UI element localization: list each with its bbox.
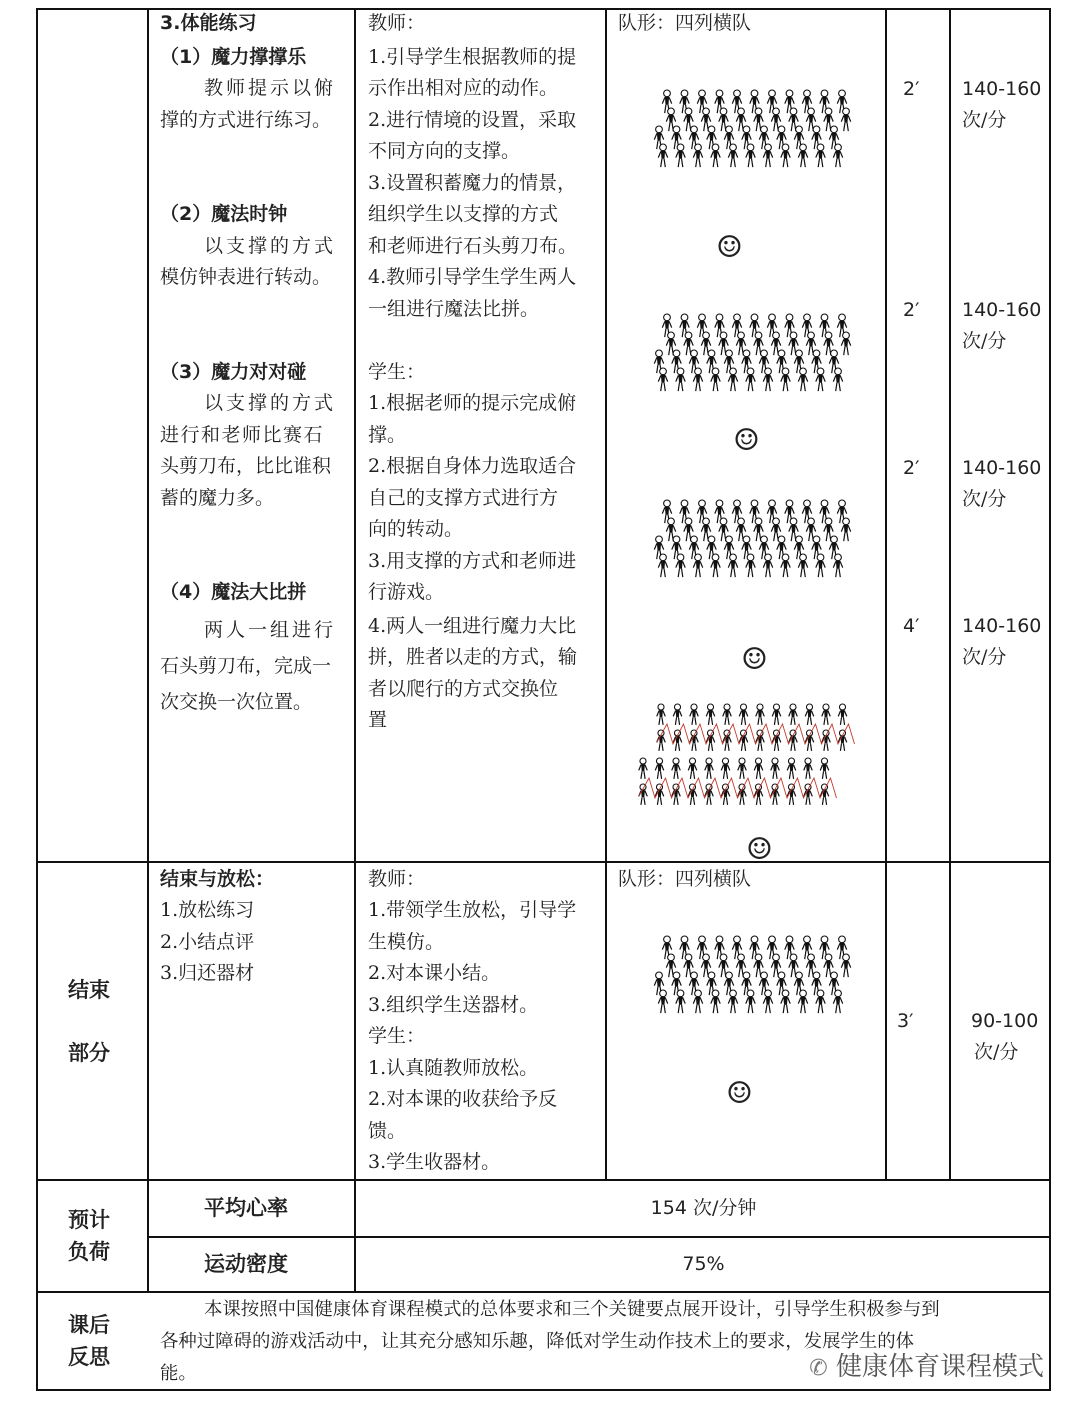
student-figure bbox=[728, 368, 737, 391]
heart-rate-unit: 次/分 bbox=[962, 488, 1007, 510]
org-line: 3.学生收器材。 bbox=[368, 1151, 501, 1173]
org-line: 1.引导学生根据教师的提 bbox=[368, 46, 577, 68]
heart-rate-unit: 次/分 bbox=[962, 646, 1007, 668]
org-line: 撑。 bbox=[368, 424, 407, 446]
org-line: 馈。 bbox=[368, 1120, 407, 1142]
row-divider bbox=[36, 1179, 1051, 1181]
student-figure bbox=[798, 368, 807, 391]
student-figure bbox=[822, 704, 831, 725]
student-figure bbox=[739, 704, 748, 725]
section-label: 预计 bbox=[68, 1208, 110, 1232]
student-figure bbox=[728, 144, 737, 167]
student-figure bbox=[711, 144, 720, 167]
org-line: 一组进行魔法比拼。 bbox=[368, 298, 540, 320]
formation-diagram bbox=[625, 88, 875, 196]
student-figure bbox=[763, 990, 772, 1013]
reflection-line: 各种过障碍的游戏活动中，让其充分感知乐趣，降低对学生动作技术上的要求，发展学生的体 bbox=[160, 1331, 915, 1352]
student-figure bbox=[639, 758, 648, 779]
heart-rate-range: 140-160 bbox=[962, 457, 1042, 479]
org-line: 4.两人一组进行魔力大比 bbox=[368, 615, 577, 637]
exercise-item-desc: 两人一组进行 bbox=[204, 619, 337, 641]
student-figure bbox=[781, 554, 790, 577]
student-figure bbox=[711, 990, 720, 1013]
student-figure bbox=[688, 758, 697, 779]
exercise-item-desc: 以支撑的方式 bbox=[204, 235, 337, 257]
exercise-item-desc: 蓄的魔力多。 bbox=[160, 487, 275, 509]
student-figure bbox=[763, 554, 772, 577]
student-figure bbox=[711, 368, 720, 391]
student-figure bbox=[658, 368, 667, 391]
teacher-smiley-icon: ☺ bbox=[726, 1076, 753, 1111]
col-divider bbox=[147, 8, 149, 1291]
student-figure bbox=[833, 990, 842, 1013]
student-figure bbox=[805, 704, 814, 725]
section-label: 结束 bbox=[68, 978, 110, 1002]
formation-diagram-pairs bbox=[625, 700, 865, 825]
student-figure bbox=[728, 990, 737, 1013]
org-line: 3.设置积蓄魔力的情景， bbox=[368, 172, 577, 194]
org-line: 1.根据老师的提示完成俯 bbox=[368, 392, 577, 414]
student-figure bbox=[746, 554, 755, 577]
student-figure bbox=[693, 990, 702, 1013]
exercise-item-title: （1）魔力撑撑乐 bbox=[160, 46, 307, 68]
student-figure bbox=[838, 704, 847, 725]
col-divider bbox=[885, 8, 887, 1179]
avg-heart-rate-value: 154 次/分钟 bbox=[650, 1197, 757, 1219]
exercise-item-title: （2）魔法时钟 bbox=[160, 203, 288, 225]
org-line: 教师： bbox=[368, 868, 426, 890]
student-figure bbox=[833, 144, 842, 167]
student-figure bbox=[771, 758, 780, 779]
table-border-left bbox=[36, 8, 38, 1391]
org-line: 1.认真随教师放松。 bbox=[368, 1057, 539, 1079]
org-line: 组织学生以支撑的方式 bbox=[368, 203, 559, 225]
col-divider bbox=[949, 8, 951, 1179]
reflection-line: 本课按照中国健康体育课程模式的总体要求和三个关键要点展开设计，引导学生积极参与到 bbox=[204, 1299, 940, 1320]
student-figure bbox=[798, 144, 807, 167]
student-figure bbox=[693, 554, 702, 577]
org-line: 向的转动。 bbox=[368, 518, 464, 540]
org-line: 示作出相对应的动作。 bbox=[368, 77, 559, 99]
student-figure bbox=[746, 990, 755, 1013]
exercise-item-desc: 进行和老师比赛石 bbox=[160, 424, 325, 446]
student-figure bbox=[841, 332, 850, 355]
student-figure bbox=[816, 554, 825, 577]
heart-rate-unit: 次/分 bbox=[974, 1041, 1019, 1063]
student-figure bbox=[841, 954, 850, 977]
table-border-right bbox=[1049, 8, 1051, 1391]
ending-heading: 结束与放松： bbox=[160, 868, 275, 890]
section-label: 负荷 bbox=[68, 1240, 110, 1264]
org-line: 2.对本课的收获给予反 bbox=[368, 1088, 558, 1110]
student-figure bbox=[693, 368, 702, 391]
student-figure bbox=[723, 704, 732, 725]
formation-diagram bbox=[625, 498, 875, 606]
org-line: 1.带领学生放松，引导学 bbox=[368, 899, 577, 921]
duration-value: 4′ bbox=[903, 615, 920, 637]
org-line: 拼，胜者以走的方式，输 bbox=[368, 646, 578, 668]
student-figure bbox=[746, 368, 755, 391]
student-figure bbox=[754, 758, 763, 779]
duration-value: 2′ bbox=[903, 299, 920, 321]
exercise-item-desc: 模仿钟表进行转动。 bbox=[160, 266, 332, 288]
exercise-item-desc: 以支撑的方式 bbox=[204, 392, 337, 414]
density-value: 75% bbox=[682, 1253, 725, 1275]
row-divider bbox=[36, 1291, 1051, 1293]
student-figure bbox=[816, 990, 825, 1013]
org-line: 2.对本课小结。 bbox=[368, 962, 501, 984]
student-figure bbox=[756, 704, 765, 725]
student-figure bbox=[676, 368, 685, 391]
student-figure bbox=[781, 990, 790, 1013]
watermark bbox=[809, 1346, 1044, 1383]
ending-item: 3.归还器材 bbox=[160, 962, 255, 984]
student-figure bbox=[673, 704, 682, 725]
student-figure bbox=[841, 108, 850, 131]
teacher-smiley-icon: ☺ bbox=[733, 423, 760, 458]
student-figure bbox=[820, 758, 829, 779]
col-divider bbox=[354, 8, 356, 1291]
heart-rate-unit: 次/分 bbox=[962, 330, 1007, 352]
student-figure bbox=[693, 144, 702, 167]
student-figure bbox=[658, 554, 667, 577]
student-figure bbox=[655, 758, 664, 779]
duration-value: 3′ bbox=[897, 1010, 914, 1032]
org-line: 3.用支撑的方式和老师进 bbox=[368, 550, 577, 572]
section-label: 反思 bbox=[68, 1345, 110, 1369]
student-figure bbox=[763, 368, 772, 391]
wechat-icon: ✆ bbox=[809, 1356, 828, 1381]
heart-rate-range: 140-160 bbox=[962, 299, 1042, 321]
student-figure bbox=[658, 144, 667, 167]
formation-diagram bbox=[625, 934, 875, 1042]
student-figure bbox=[816, 144, 825, 167]
duration-value: 2′ bbox=[903, 457, 920, 479]
heart-rate-range: 140-160 bbox=[962, 78, 1042, 100]
student-figure bbox=[798, 990, 807, 1013]
ending-item: 2.小结点评 bbox=[160, 931, 255, 953]
heart-rate-range: 90-100 bbox=[971, 1010, 1039, 1032]
student-figure bbox=[657, 704, 666, 725]
student-figure bbox=[841, 518, 850, 541]
formation-label: 队形：四列横队 bbox=[618, 868, 752, 890]
teacher-smiley-icon: ☺ bbox=[746, 832, 773, 867]
student-figure bbox=[781, 144, 790, 167]
student-figure bbox=[690, 704, 699, 725]
student-figure bbox=[728, 554, 737, 577]
exercise-heading: 3.体能练习 bbox=[160, 12, 257, 34]
org-line: 2.根据自身体力选取适合 bbox=[368, 455, 577, 477]
duration-value: 2′ bbox=[903, 78, 920, 100]
exercise-item-title: （3）魔力对对碰 bbox=[160, 361, 307, 383]
org-line: 自己的支撑方式进行方 bbox=[368, 487, 559, 509]
formation-label: 队形：四列横队 bbox=[618, 12, 752, 34]
org-line: 行游戏。 bbox=[368, 581, 445, 603]
heart-rate-range: 140-160 bbox=[962, 615, 1042, 637]
student-figure bbox=[798, 554, 807, 577]
student-figure bbox=[676, 990, 685, 1013]
section-label: 部分 bbox=[68, 1041, 110, 1065]
student-figure bbox=[833, 368, 842, 391]
org-line: 者以爬行的方式交换位 bbox=[368, 678, 559, 700]
teacher-smiley-icon: ☺ bbox=[741, 642, 768, 677]
student-figure bbox=[816, 368, 825, 391]
density-label: 运动密度 bbox=[204, 1252, 288, 1276]
student-figure bbox=[789, 704, 798, 725]
org-line: 学生： bbox=[368, 361, 426, 383]
teacher-smiley-icon: ☺ bbox=[716, 230, 743, 265]
org-line: 学生： bbox=[368, 1025, 426, 1047]
col-divider bbox=[605, 8, 607, 1179]
heart-rate-unit: 次/分 bbox=[962, 109, 1007, 131]
student-figure bbox=[833, 554, 842, 577]
ending-item: 1.放松练习 bbox=[160, 899, 255, 921]
org-line: 2.进行情境的设置，采取 bbox=[368, 109, 577, 131]
student-figure bbox=[804, 758, 813, 779]
org-line: 不同方向的支撑。 bbox=[368, 140, 521, 162]
student-figure bbox=[711, 554, 720, 577]
org-line: 和老师进行石头剪刀布。 bbox=[368, 235, 578, 257]
row-divider bbox=[147, 1236, 1051, 1238]
student-figure bbox=[676, 144, 685, 167]
exercise-item-desc: 头剪刀布，比比谁积 bbox=[160, 455, 332, 477]
section-label: 课后 bbox=[68, 1313, 110, 1337]
student-figure bbox=[705, 758, 714, 779]
student-figure bbox=[763, 144, 772, 167]
org-line: 4.教师引导学生学生两人 bbox=[368, 266, 577, 288]
org-line: 教师： bbox=[368, 12, 426, 34]
student-figure bbox=[658, 990, 667, 1013]
formation-diagram bbox=[625, 312, 875, 420]
avg-heart-rate-label: 平均心率 bbox=[204, 1196, 288, 1220]
org-line: 3.组织学生送器材。 bbox=[368, 994, 539, 1016]
student-figure bbox=[746, 144, 755, 167]
exercise-item-title: （4）魔法大比拼 bbox=[160, 581, 307, 603]
student-figure bbox=[781, 368, 790, 391]
exercise-item-desc: 教师提示以俯 bbox=[204, 77, 337, 99]
student-figure bbox=[787, 758, 796, 779]
exercise-item-desc: 次交换一次位置。 bbox=[160, 691, 313, 713]
org-line: 生模仿。 bbox=[368, 931, 445, 953]
reflection-line: 能。 bbox=[160, 1363, 197, 1384]
student-figure bbox=[738, 758, 747, 779]
exercise-item-desc: 撑的方式进行练习。 bbox=[160, 109, 332, 131]
student-figure bbox=[772, 704, 781, 725]
org-line: 置 bbox=[368, 709, 388, 731]
exercise-item-desc: 石头剪刀布，完成一 bbox=[160, 655, 332, 677]
student-figure bbox=[706, 704, 715, 725]
row-divider bbox=[36, 861, 1051, 863]
watermark-text: 健康体育课程模式 bbox=[835, 1352, 1044, 1382]
student-figure bbox=[672, 758, 681, 779]
student-figure bbox=[721, 758, 730, 779]
student-figure bbox=[676, 554, 685, 577]
